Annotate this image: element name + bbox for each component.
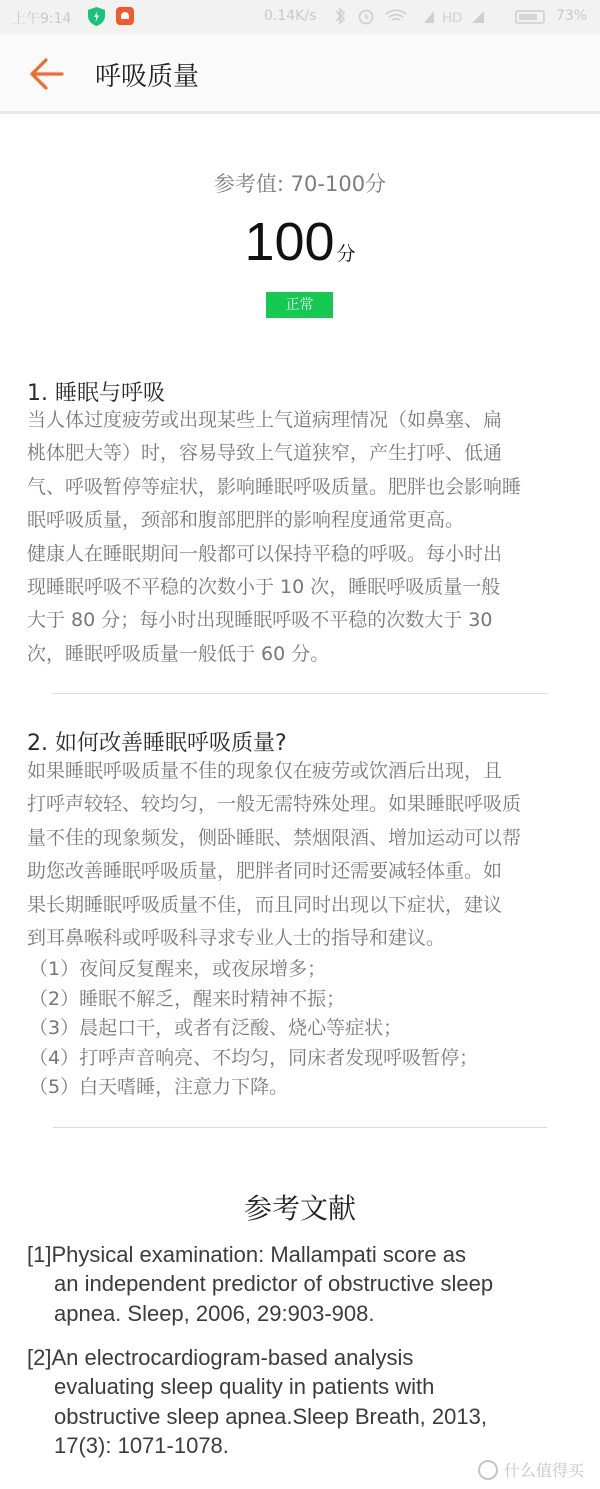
watermark-text: 什么值得买 [504, 1461, 585, 1480]
signal-icon-2 [472, 11, 484, 23]
list-item: （1）夜间反复醒来，或夜尿增多； [29, 958, 327, 980]
divider [53, 693, 547, 694]
network-type-label: HD [442, 9, 463, 25]
paragraph-line: 如果睡眠呼吸质量不佳的现象仅在疲劳或饮酒后出现，且 [27, 760, 503, 782]
reference-line: [1]Physical examination: Mallampati score as [27, 1242, 466, 1267]
paragraph-line: 气、呼吸暂停等症状，影响睡眠呼吸质量。肥胖也会影响睡 [27, 475, 522, 498]
reference-line: obstructive sleep apnea.Sleep Breath, 2013, [54, 1403, 487, 1429]
reference-line: evaluating sleep quality in patients with [54, 1374, 435, 1400]
battery-icon [515, 10, 545, 24]
score-value [0, 211, 600, 273]
back-arrow-icon[interactable] [28, 57, 64, 91]
paragraph-line: 大于 80 分；每小时出现睡眠呼吸不平稳的次数大于 30 [27, 609, 493, 632]
signal-icon [424, 11, 434, 23]
paragraph-line: 现睡眠呼吸不平稳的次数小于 10 次，睡眠呼吸质量一般 [27, 576, 501, 599]
paragraph-line: 打呼声较轻、较均匀，一般无需特殊处理。如果睡眠呼吸质 [27, 793, 522, 816]
reference-item [27, 1240, 587, 1328]
section-paragraph-sleep-breathing [27, 404, 575, 671]
list-item: （4）打呼声音响亮、不均匀，同床者发现呼吸暂停； [29, 1046, 479, 1069]
wifi-icon [386, 10, 406, 20]
paragraph-line: 果长期睡眠呼吸质量不佳，而且同时出现以下症状，建议 [27, 893, 503, 916]
reference-line: [2]An electrocardiogram-based analysis [27, 1345, 414, 1370]
reference-range: 参考值: 70-100分 [213, 172, 387, 196]
reference-line: an independent predictor of obstructive sleep [54, 1271, 494, 1297]
app-bar [0, 34, 600, 114]
score-number: 100 [244, 212, 335, 272]
paragraph-line: 眠呼吸质量，颈部和腹部肥胖的影响程度通常更高。 [27, 509, 465, 532]
status-net-speed: 0.14K/s [264, 8, 317, 24]
reference-line: apnea. Sleep, 2006, 29:903-908. [54, 1300, 375, 1326]
status-badge: 正常 [266, 292, 333, 318]
shield-icon [88, 7, 105, 26]
divider [53, 1127, 547, 1128]
reference-item [27, 1343, 587, 1460]
symptom-list [29, 955, 478, 1103]
bluetooth-icon [336, 9, 344, 23]
reference-line: 17(3): 1071-1078. [54, 1432, 229, 1458]
watermark [478, 1458, 584, 1481]
list-item: （3）晨起口干，或者有泛酸、烧心等症状； [29, 1017, 403, 1040]
watermark-logo-icon [478, 1460, 498, 1480]
paragraph-line: 健康人在睡眠期间一般都可以保持平稳的呼吸。每小时出 [27, 542, 503, 565]
list-item: （2）睡眠不解乏，醒来时精神不振； [29, 987, 346, 1010]
status-indicator-icons [330, 6, 520, 26]
paragraph-line: 桃体肥大等）时，容易导致上气道狭窄，产生打呼、低通 [27, 442, 503, 465]
section-heading-improve: 2. 如何改善睡眠呼吸质量? [27, 731, 287, 756]
paragraph-line: 助您改善睡眠呼吸质量，肥胖者同时还需要减轻体重。如 [27, 860, 503, 883]
status-time: 上午9:14 [12, 11, 72, 27]
paragraph-line: 到耳鼻喉科或呼吸科寻求专业人士的指导和建议。 [27, 927, 446, 950]
score-unit: 分 [336, 243, 356, 265]
list-item: （5）白天嗜睡，注意力下降。 [29, 1076, 289, 1099]
section-paragraph-improve [27, 755, 575, 955]
app-notification-icon [116, 7, 134, 25]
references-title: 参考文献 [243, 1192, 356, 1225]
status-bar [0, 0, 600, 34]
section-heading-sleep-breathing: 1. 睡眠与呼吸 [27, 381, 165, 406]
page-title: 呼吸质量 [95, 62, 200, 92]
paragraph-line: 当人体过度疲劳或出现某些上气道病理情况（如鼻塞、扁 [27, 409, 503, 431]
paragraph-line: 量不佳的现象频发，侧卧睡眠、禁烟限酒、增加运动可以帮 [27, 826, 522, 849]
battery-percent: 73% [556, 8, 588, 24]
paragraph-line: 次，睡眠呼吸质量一般低于 60 分。 [27, 642, 330, 665]
